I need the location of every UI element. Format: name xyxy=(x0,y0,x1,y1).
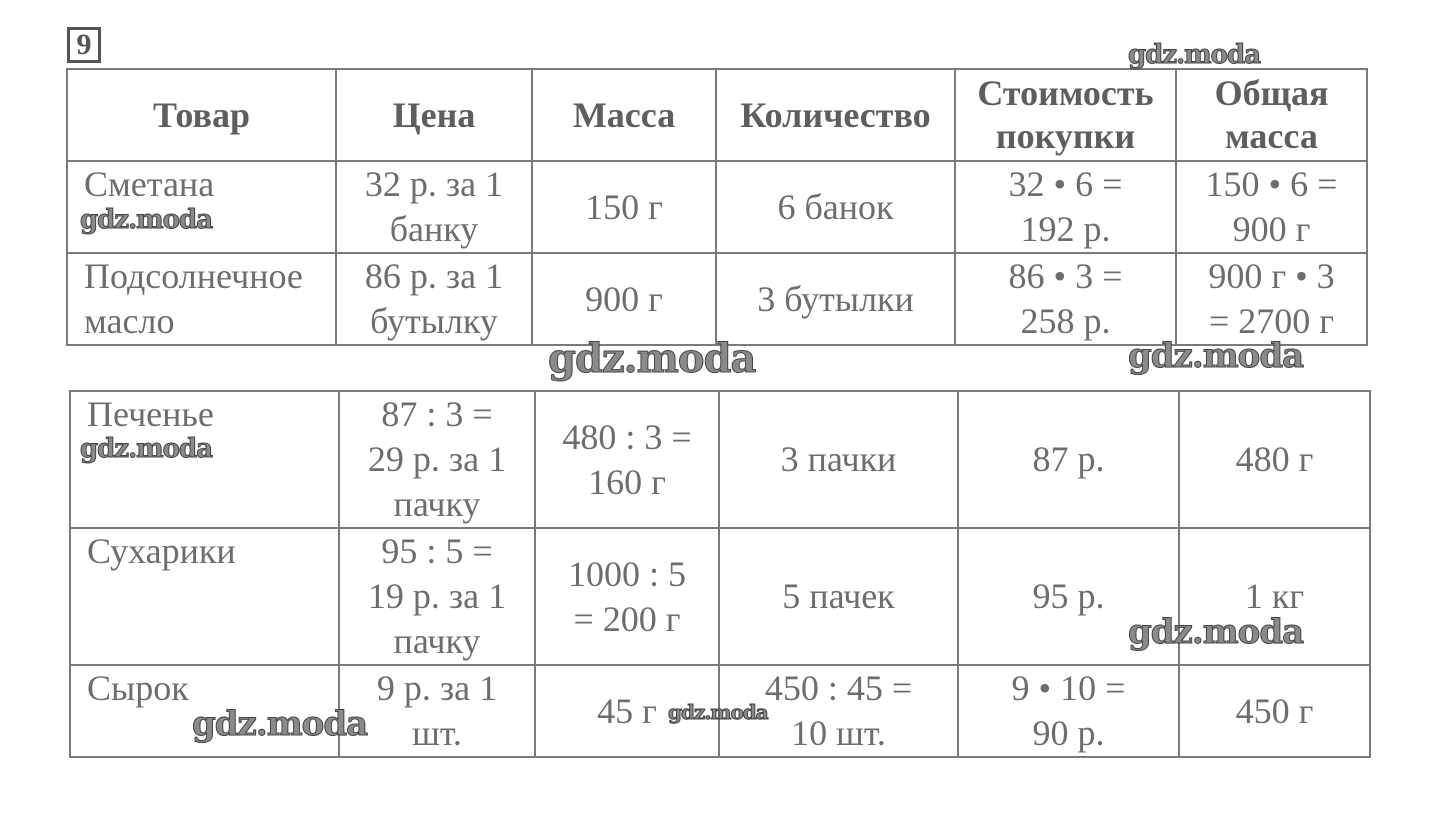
cell-mass: 45 г xyxy=(535,665,719,757)
cell-quantity: 3 бутылки xyxy=(716,253,955,345)
cell-quantity: 450 : 45 = 10 шт. xyxy=(719,665,958,757)
cell-total-mass: 480 г xyxy=(1179,391,1370,528)
header-row xyxy=(67,69,1367,161)
header-price: Цена xyxy=(336,69,532,161)
cell-quantity: 6 банок xyxy=(716,161,955,253)
cell-product: Сметана xyxy=(67,161,336,253)
header-product: Товар xyxy=(67,69,336,161)
cell-quantity: 3 пачки xyxy=(719,391,958,528)
watermark: gdz.moda xyxy=(192,704,368,744)
cell-price: 87 : 3 = 29 р. за 1 пачку xyxy=(339,391,535,528)
cell-total-mass: 1 кг xyxy=(1179,528,1370,665)
task-number: 9 xyxy=(67,27,101,63)
cell-cost: 9 • 10 = 90 р. xyxy=(958,665,1179,757)
watermark: gdz.moda xyxy=(548,335,756,382)
watermark: gdz.moda xyxy=(668,700,768,724)
cell-product: Сырок xyxy=(70,665,339,757)
header-total-mass: Общая масса xyxy=(1176,69,1367,161)
table-row xyxy=(70,391,1370,528)
cell-price: 86 р. за 1 бутылку xyxy=(336,253,532,345)
watermark: gdz.moda xyxy=(1128,612,1304,652)
cell-quantity: 5 пачек xyxy=(719,528,958,665)
cell-mass: 480 : 3 = 160 г xyxy=(535,391,719,528)
header-quantity: Количество xyxy=(716,69,955,161)
cell-mass: 1000 : 5 = 200 г xyxy=(535,528,719,665)
cell-product: Сухарики xyxy=(70,528,339,665)
watermark: gdz.moda xyxy=(1128,336,1304,376)
watermark: gdz.moda xyxy=(1128,40,1261,70)
cell-product: Подсолнечное масло xyxy=(67,253,336,345)
cell-total-mass: 900 г • 3 = 2700 г xyxy=(1176,253,1367,345)
cell-mass: 900 г xyxy=(532,253,716,345)
products-table-top xyxy=(66,68,1368,346)
header-cost: Стоимость покупки xyxy=(955,69,1176,161)
cell-cost: 87 р. xyxy=(958,391,1179,528)
cell-cost: 86 • 3 = 258 р. xyxy=(955,253,1176,345)
cell-product: Печенье xyxy=(70,391,339,528)
cell-total-mass: 450 г xyxy=(1179,665,1370,757)
cell-total-mass: 150 • 6 = 900 г xyxy=(1176,161,1367,253)
watermark: gdz.moda xyxy=(80,205,213,235)
cell-price: 32 р. за 1 банку xyxy=(336,161,532,253)
watermark: gdz.moda xyxy=(80,434,213,464)
cell-mass: 150 г xyxy=(532,161,716,253)
table-row xyxy=(67,161,1367,253)
header-mass: Масса xyxy=(532,69,716,161)
cell-price: 9 р. за 1 шт. xyxy=(339,665,535,757)
cell-cost: 32 • 6 = 192 р. xyxy=(955,161,1176,253)
table-row xyxy=(67,253,1367,345)
cell-price: 95 : 5 = 19 р. за 1 пачку xyxy=(339,528,535,665)
cell-cost: 95 р. xyxy=(958,528,1179,665)
